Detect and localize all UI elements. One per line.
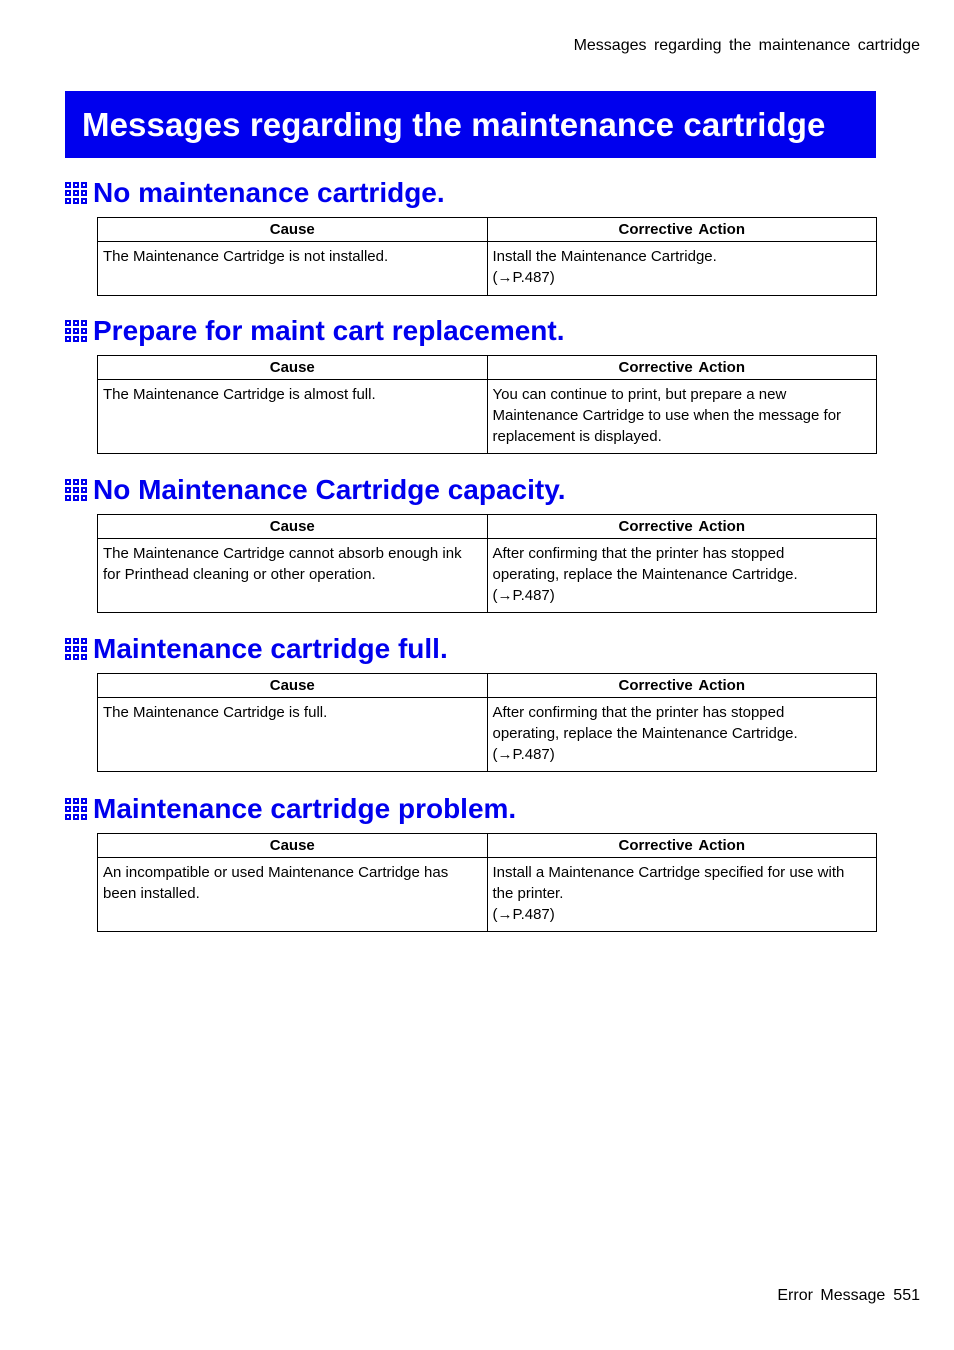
grid-icon [65,638,87,660]
action-line: the printer. [492,885,564,902]
table-header-row [98,674,877,698]
section-cartridge-full [65,632,877,772]
table-row [98,539,877,613]
table-row [98,242,877,296]
message-table [97,833,877,932]
section-heading [65,473,877,507]
action-line: Maintenance Cartridge to use when the message for [492,407,842,424]
message-table [97,514,877,613]
section-title: No maintenance cartridge. [93,177,445,208]
page-number: 551 [893,1287,920,1304]
table-header-row [98,515,877,539]
grid-icon [65,182,87,204]
message-table [97,217,877,296]
cause-cell: The Maintenance Cartridge cannot absorb enough ink for Printhead cleaning or other operation. [98,539,488,613]
cause-header: Cause [98,515,488,539]
action-line: After confirming that the printer has stopped [492,545,785,562]
action-line: Install a Maintenance Cartridge specified for use with [492,864,845,881]
action-cell [487,380,877,454]
action-line: replacement is displayed. [492,428,662,445]
cause-header: Cause [98,834,488,858]
action-header: Corrective Action [487,515,877,539]
page-reference: (→P.487) [492,587,555,604]
section-title: Maintenance cartridge full. [93,633,448,664]
action-line: Install the Maintenance Cartridge. [492,248,717,265]
table-row [98,380,877,454]
action-cell [487,858,877,932]
message-table [97,673,877,772]
section-title: Maintenance cartridge problem. [93,793,517,824]
section-heading [65,632,877,666]
action-cell [487,242,877,296]
action-cell [487,698,877,772]
grid-icon [65,798,87,820]
page-reference: (→P.487) [492,269,555,286]
action-line: operating, replace the Maintenance Cartridge. [492,725,798,742]
section-title: Prepare for maint cart replacement. [93,315,565,346]
cause-header: Cause [98,674,488,698]
action-line: After confirming that the printer has stopped [492,704,785,721]
section-heading [65,176,877,210]
running-head: Messages regarding the maintenance cartridge [573,37,920,54]
section-prepare-replacement [65,314,877,454]
grid-icon [65,479,87,501]
action-header: Corrective Action [487,356,877,380]
footer-label: Error Message [777,1287,886,1304]
section-title: No Maintenance Cartridge capacity. [93,474,566,505]
table-header-row [98,218,877,242]
page-reference: (→P.487) [492,746,555,763]
message-table [97,355,877,454]
table-header-row [98,834,877,858]
action-header: Corrective Action [487,834,877,858]
action-line: operating, replace the Maintenance Cartridge. [492,566,798,583]
table-header-row [98,356,877,380]
section-heading [65,792,877,826]
section-heading [65,314,877,348]
section-cartridge-problem [65,792,877,932]
cause-cell: The Maintenance Cartridge is almost full. [98,380,488,454]
title-banner [65,91,876,158]
section-no-maintenance-cartridge [65,176,877,296]
page-reference: (→P.487) [492,906,555,923]
cause-header: Cause [98,218,488,242]
cause-header: Cause [98,356,488,380]
action-cell [487,539,877,613]
page-title: Messages regarding the maintenance cartridge [82,105,826,143]
page-footer [777,1287,920,1305]
cause-cell: The Maintenance Cartridge is full. [98,698,488,772]
table-row [98,698,877,772]
grid-icon [65,320,87,342]
action-line: You can continue to print, but prepare a new [492,386,787,403]
action-header: Corrective Action [487,674,877,698]
table-row [98,858,877,932]
cause-cell: An incompatible or used Maintenance Cartridge has been installed. [98,858,488,932]
section-no-capacity [65,473,877,613]
cause-cell: The Maintenance Cartridge is not installed. [98,242,488,296]
action-header: Corrective Action [487,218,877,242]
